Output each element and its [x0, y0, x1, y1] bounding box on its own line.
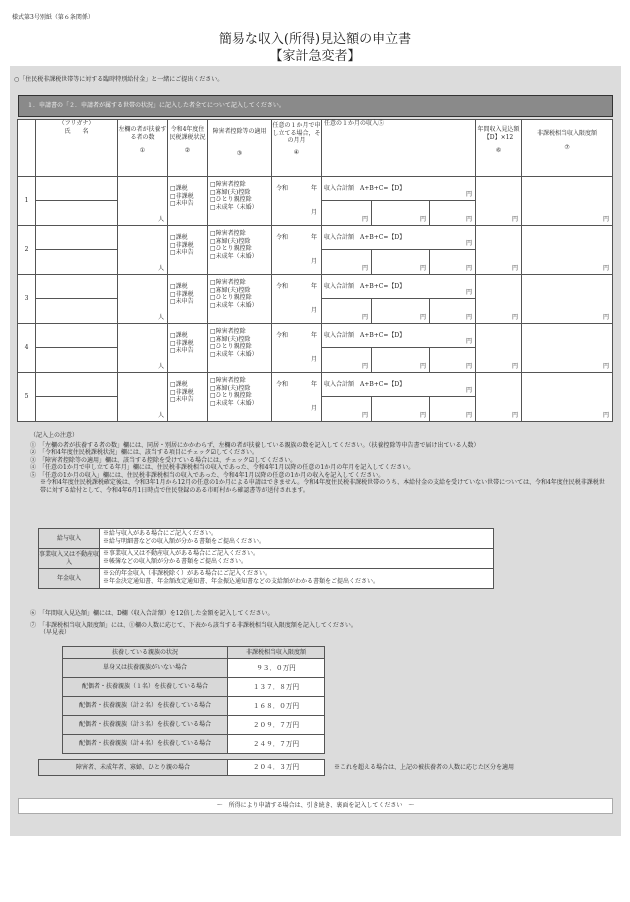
row-number: 5: [18, 373, 36, 422]
yen-unit: 円: [466, 411, 473, 419]
limit-row: [63, 659, 325, 678]
dependents-field[interactable]: [118, 177, 168, 226]
month-unit-label: 月: [310, 258, 317, 265]
yen-unit: 円: [602, 215, 609, 223]
deductions-label: 障害者控除等の適用: [212, 128, 267, 135]
intro-text: ○「住民税非課税世帯等に対する臨時特別給付金」と一緒にご提出ください。: [14, 76, 224, 83]
doc-label: 事業収入又は不動産収入: [39, 549, 100, 569]
household-row-grid: [17, 274, 613, 324]
furigana-field[interactable]: [36, 324, 118, 348]
business-field[interactable]: [372, 348, 430, 373]
special-status: 障害者、未成年者、寡婦、ひとり親の場合: [39, 760, 228, 776]
row-number: 2: [18, 226, 36, 275]
row-number: 3: [18, 275, 36, 324]
name-field[interactable]: [36, 201, 118, 226]
doc-text: [100, 549, 494, 569]
limit-field[interactable]: [522, 226, 613, 275]
total-label: 収入合計額 A+B+C=【D】: [324, 283, 406, 290]
limit-row: [63, 735, 325, 754]
limit-num: ⑦: [564, 143, 570, 151]
household-row-grid: [17, 372, 613, 422]
dependents-field[interactable]: [118, 373, 168, 422]
annual-field[interactable]: [476, 275, 522, 324]
reiwa-label: 令和: [276, 283, 289, 290]
tax-status-num: ②: [184, 147, 191, 154]
doc-line: ※事業収入又は不動産収入がある場合にご記入ください。: [103, 550, 260, 557]
person-unit: 人: [157, 215, 164, 223]
checkbox-taxed[interactable]: □課税: [170, 234, 188, 241]
name-field[interactable]: [36, 299, 118, 324]
yen-unit: 円: [466, 386, 473, 394]
yen-unit: 円: [466, 239, 473, 247]
limit-table: [62, 646, 324, 754]
yen-unit: 円: [602, 264, 609, 272]
checkbox-unfiled[interactable]: □未申告: [170, 249, 194, 256]
limit-row: [63, 697, 325, 716]
limit-field[interactable]: [522, 275, 613, 324]
yen-unit: 円: [602, 362, 609, 370]
header-income-group: 任意の１か月の収入⑤: [322, 120, 476, 192]
checkbox-minor[interactable]: □未成年（未婚）: [210, 399, 258, 407]
special-amount: ２０４．３万円: [228, 760, 325, 776]
doc-label: 給与収入: [39, 529, 100, 549]
name-field[interactable]: [36, 348, 118, 373]
yen-unit: 円: [466, 215, 473, 223]
tax-status-field: [168, 275, 208, 324]
yen-unit: 円: [602, 313, 609, 321]
yen-unit: 円: [361, 362, 368, 370]
doc-row: [39, 529, 494, 549]
checkbox-widow[interactable]: □寡婦(夫)控除: [210, 335, 251, 343]
checkbox-taxed[interactable]: □課税: [170, 381, 188, 388]
yen-unit: 円: [466, 362, 473, 370]
household-row-grid: [17, 176, 613, 226]
household-row: [17, 225, 613, 274]
month-unit-label: 月: [310, 307, 317, 314]
yen-unit: 円: [512, 411, 519, 419]
checkbox-single-parent[interactable]: □ひとり親控除: [210, 196, 252, 203]
pension-field[interactable]: [430, 348, 476, 373]
furigana-field[interactable]: [36, 275, 118, 299]
person-unit: 人: [157, 411, 164, 419]
total-label: 収入合計額 A+B+C=【D】: [324, 381, 406, 388]
doc-row: [39, 549, 494, 569]
reiwa-label: 令和: [276, 332, 289, 339]
footer-note: ～ 所得により申請する場合は、引き続き、裏面を記入してください ～: [18, 798, 613, 814]
reiwa-label: 令和: [276, 381, 289, 388]
note-7: ⑦ 「非課税相当収入限度額」には、①欄の人数に応じて、下表から該当する非課税相当収入限度額を記入してください。: [30, 621, 357, 629]
household-row-grid: [17, 225, 613, 275]
household-row: [17, 274, 613, 323]
special-limit-grid: [38, 759, 325, 776]
doc-row: [39, 569, 494, 589]
person-unit: 人: [157, 313, 164, 321]
pension-field[interactable]: [430, 299, 476, 324]
limit-amount: ９３．０万円: [228, 659, 325, 678]
checkbox-minor[interactable]: □未成年（未婚）: [210, 301, 258, 309]
income-total-field[interactable]: [322, 177, 476, 201]
checkbox-disabled[interactable]: □障害者控除: [210, 377, 246, 384]
business-field[interactable]: [372, 299, 430, 324]
furigana-label: （フリガナ）: [58, 120, 95, 127]
checkbox-nontaxed[interactable]: □非課税: [170, 339, 194, 347]
limit-row: [63, 678, 325, 697]
note-6: ⑥ 「年間収入見込額」欄には、D欄（収入合計額）を12倍した金額を記入してください。: [30, 610, 274, 617]
yen-unit: 円: [419, 313, 426, 321]
yen-unit: 円: [419, 264, 426, 272]
limit-status: 配偶者・扶養親族（計２名）を扶養している場合: [63, 697, 228, 716]
yen-unit: 円: [361, 313, 368, 321]
household-row-grid: [17, 323, 613, 373]
yen-unit: 円: [419, 215, 426, 223]
limit-status: 単身又は扶養親族がいない場合: [63, 659, 228, 678]
checkbox-widow[interactable]: □寡婦(夫)控除: [210, 237, 251, 245]
tax-status-field: [168, 177, 208, 226]
checkbox-disabled[interactable]: □障害者控除: [210, 328, 246, 335]
yen-unit: 円: [512, 362, 519, 370]
limit-grid: [62, 646, 325, 754]
dependents-field[interactable]: [118, 275, 168, 324]
tax-status-field: [168, 324, 208, 373]
documents-table: [38, 528, 494, 589]
yen-unit: 円: [419, 411, 426, 419]
yen-unit: 円: [419, 362, 426, 370]
checkbox-taxed[interactable]: □課税: [170, 185, 188, 192]
salary-field[interactable]: [322, 201, 372, 226]
checkbox-disabled[interactable]: □障害者控除: [210, 279, 246, 286]
doc-line: ※帳簿などの収入額が分かる書類をご提出ください。: [103, 557, 248, 565]
checkbox-unfiled[interactable]: □未申告: [170, 396, 194, 403]
income-total-field[interactable]: [322, 275, 476, 299]
year-label: 年: [310, 283, 317, 290]
reiwa-label: 令和: [276, 234, 289, 241]
limit-status: 配偶者・扶養親族（計３名）を扶養している場合: [63, 716, 228, 735]
yen-unit: 円: [466, 313, 473, 321]
tax-status-field: [168, 373, 208, 422]
checkbox-single-parent[interactable]: □ひとり親控除: [210, 294, 252, 301]
checkbox-single-parent[interactable]: □ひとり親控除: [210, 245, 252, 252]
checkbox-unfiled[interactable]: □未申告: [170, 347, 194, 354]
income-total-field[interactable]: [322, 226, 476, 250]
doc-line: ※給与明細書などの収入額が分かる書類をご提出ください。: [103, 537, 266, 545]
yen-unit: 円: [602, 411, 609, 419]
month-field[interactable]: [272, 177, 322, 226]
pension-field[interactable]: [430, 250, 476, 275]
yen-unit: 円: [512, 313, 519, 321]
checkbox-widow[interactable]: □寡婦(夫)控除: [210, 286, 251, 294]
checkbox-disabled[interactable]: □障害者控除: [210, 230, 246, 237]
form-number: 様式第3号別紙（第６条関係）: [12, 14, 94, 21]
documents-grid: [38, 528, 494, 589]
checkbox-taxed[interactable]: □課税: [170, 283, 188, 290]
pension-field[interactable]: [430, 397, 476, 422]
checkbox-widow[interactable]: □寡婦(夫)控除: [210, 384, 251, 392]
checkbox-nontaxed[interactable]: □非課税: [170, 388, 194, 396]
annual-label: 年間収入見込額【D】×12: [477, 126, 520, 141]
deductions-field: [208, 324, 272, 373]
month-num: ④: [293, 148, 300, 156]
annual-field[interactable]: [476, 226, 522, 275]
checkbox-nontaxed[interactable]: □非課税: [170, 192, 194, 200]
business-field[interactable]: [372, 201, 430, 226]
row-number: 4: [18, 324, 36, 373]
checkbox-disabled[interactable]: □障害者控除: [210, 181, 246, 188]
name-label: 氏 名: [64, 127, 89, 135]
document-subtitle: 【家計急変者】: [269, 49, 361, 64]
note-4: ④ 「任意の1か月で申し立てる年月」欄には、住民税非課税相当の収入であった、令和4年1月以降の任意の1か月の年月を記入してください。: [30, 464, 415, 471]
document-title: 簡易な収入(所得)見込額の申立書: [218, 32, 412, 47]
limit-row: [63, 716, 325, 735]
deductions-num: ③: [236, 149, 243, 157]
limit-amount: ２４９．７万円: [228, 735, 325, 754]
instruction-text: １．申請書の「２．申請者が属する世帯の状況」に記入した者全てについて記入してください。: [27, 102, 285, 109]
salary-field[interactable]: [322, 250, 372, 275]
yen-unit: 円: [512, 264, 519, 272]
yen-unit: 円: [466, 190, 473, 198]
deductions-field: [208, 275, 272, 324]
annual-field[interactable]: [476, 324, 522, 373]
annual-num: ⑥: [495, 147, 502, 154]
note-2: ② 「令和4年度住民税課税状況」欄には、該当する項目にチェック☑してください。: [30, 449, 259, 456]
name-field[interactable]: [36, 397, 118, 422]
furigana-field[interactable]: [36, 177, 118, 201]
instruction-box: [18, 95, 613, 117]
year-label: 年: [310, 185, 317, 192]
note-5b: ※令和4年度住民税課税確定後は、令和3年1月から12月の任意の1か月による申請はできません。令和4年度住民税非課税世帯のうち、本給付金の支給を受けていない世帯については、令和4年度住民税非課税世帯に対する給付として、令和4年6月1日時点で住民登録のある市町村から確認書等が送付されます。: [40, 479, 605, 494]
doc-text: [100, 529, 494, 549]
doc-text: [100, 569, 494, 589]
limit-status: 配偶者・扶養親族（１名）を扶養している場合: [63, 678, 228, 697]
dependents-label: 左欄の者が扶養する者の数: [118, 126, 167, 141]
checkbox-unfiled[interactable]: □未申告: [170, 298, 194, 305]
special-note: ※これを超える場合は、上記の被扶養者の人数に応じた区分を適用: [334, 764, 515, 771]
quick-ref-label: （早見表）: [40, 629, 71, 636]
dependents-num: ①: [139, 147, 146, 154]
annual-field[interactable]: [476, 373, 522, 422]
checkbox-unfiled[interactable]: □未申告: [170, 200, 194, 207]
month-field[interactable]: [272, 373, 322, 422]
salary-field[interactable]: [322, 299, 372, 324]
salary-field[interactable]: [322, 348, 372, 373]
special-limit-table: [38, 759, 324, 776]
limit-amount: ２０９．７万円: [228, 716, 325, 735]
dependents-field[interactable]: [118, 324, 168, 373]
reiwa-label: 令和: [276, 185, 289, 192]
pension-field[interactable]: [430, 201, 476, 226]
note-1: ① 「左欄の者が扶養する者の数」欄には、同居・別居にかかわらず、左欄の者が扶養している親族の数を記入してください。（扶養控除等申告書で届け出ている人数）: [30, 441, 480, 449]
income-total-field[interactable]: [322, 373, 476, 397]
checkbox-widow[interactable]: □寡婦(夫)控除: [210, 188, 251, 196]
total-label: 収入合計額 A+B+C=【D】: [324, 332, 406, 339]
month-field[interactable]: [272, 226, 322, 275]
year-label: 年: [310, 381, 317, 388]
year-label: 年: [310, 332, 317, 339]
checkbox-single-parent[interactable]: □ひとり親控除: [210, 392, 252, 399]
month-unit-label: 月: [310, 405, 317, 412]
person-unit: 人: [157, 362, 164, 370]
doc-label: 年金収入: [39, 569, 100, 589]
checkbox-single-parent[interactable]: □ひとり親控除: [210, 343, 252, 350]
limit-field[interactable]: [522, 373, 613, 422]
person-unit: 人: [157, 264, 164, 272]
business-field[interactable]: [372, 397, 430, 422]
checkbox-taxed[interactable]: □課税: [170, 332, 188, 339]
notes-section: [30, 432, 610, 494]
yen-unit: 円: [466, 337, 473, 345]
total-label: 収入合計額 A+B+C=【D】: [324, 185, 406, 192]
furigana-field[interactable]: [36, 226, 118, 250]
yen-unit: 円: [512, 215, 519, 223]
checkbox-minor[interactable]: □未成年（未婚）: [210, 350, 258, 358]
checkbox-nontaxed[interactable]: □非課税: [170, 290, 194, 298]
month-label: 任意の１か月で申し立てる場合，その月月: [272, 122, 321, 144]
business-field[interactable]: [372, 250, 430, 275]
notes-heading: （記入上の注意）: [30, 432, 79, 439]
checkbox-minor[interactable]: □未成年（未婚）: [210, 252, 258, 260]
limit-field[interactable]: [522, 324, 613, 373]
tax-status-field: [168, 226, 208, 275]
yen-unit: 円: [466, 264, 473, 272]
annual-field[interactable]: [476, 177, 522, 226]
month-field[interactable]: [272, 324, 322, 373]
name-field[interactable]: [36, 250, 118, 275]
doc-line: ※給与収入がある場合にご記入ください。: [103, 530, 218, 537]
total-label: 収入合計額 A+B+C=【D】: [324, 234, 406, 241]
limit-amount: １３７．８万円: [228, 678, 325, 697]
dependents-field[interactable]: [118, 226, 168, 275]
household-row: [17, 176, 613, 225]
deductions-field: [208, 177, 272, 226]
limit-status: 配偶者・扶養親族（計４名）を扶養している場合: [63, 735, 228, 754]
doc-line: ※年金決定通知書、年金額改定通知書、年金振込通知書などの支給額がわかる書類をご提出ください。: [103, 577, 380, 585]
notes-section-2: [30, 610, 610, 637]
household-row: [17, 372, 613, 421]
row-number: 1: [18, 177, 36, 226]
yen-unit: 円: [361, 411, 368, 419]
limit-field[interactable]: [522, 177, 613, 226]
household-row: [17, 323, 613, 372]
note-3: ③ 「障害者控除等の適用」欄は、該当する控除を受けている場合には、チェック☑してください。: [30, 456, 297, 464]
doc-line: ※公的年金収入（非課税除く）がある場合にご記入ください。: [103, 570, 272, 577]
checkbox-nontaxed[interactable]: □非課税: [170, 241, 194, 249]
income-total-field[interactable]: [322, 324, 476, 348]
deductions-field: [208, 373, 272, 422]
checkbox-minor[interactable]: □未成年（未婚）: [210, 203, 258, 211]
limit-header-status: 扶養している親族の状況: [63, 647, 228, 659]
month-field[interactable]: [272, 275, 322, 324]
yen-unit: 円: [466, 288, 473, 296]
note-5: ⑤ 「任意の1か月の収入」欄には、住民税非課税相当の収入であった、令和4年1月以降の任意の1か月の収入を記入してください。: [30, 471, 385, 479]
limit-label: 非課税相当収入限度額: [537, 130, 598, 137]
limit-header-amount: 非課税相当収入限度額: [228, 647, 325, 659]
month-unit-label: 月: [310, 209, 317, 216]
deductions-field: [208, 226, 272, 275]
tax-status-label: 令和4年度住民税課税状況: [169, 126, 206, 141]
furigana-field[interactable]: [36, 373, 118, 397]
yen-unit: 円: [361, 215, 368, 223]
limit-amount: １６８．０万円: [228, 697, 325, 716]
yen-unit: 円: [361, 264, 368, 272]
salary-field[interactable]: [322, 397, 372, 422]
month-unit-label: 月: [310, 356, 317, 363]
year-label: 年: [310, 234, 317, 241]
